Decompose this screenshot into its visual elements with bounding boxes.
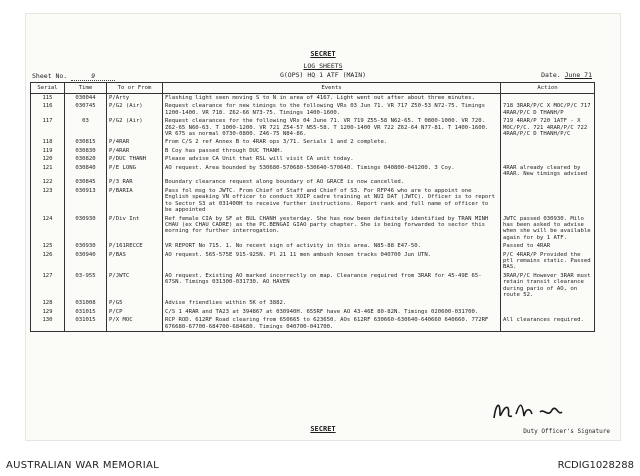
to-from-cell: P/G2 (Air) xyxy=(107,102,163,117)
time-cell: 031015 xyxy=(65,308,107,316)
action-cell xyxy=(501,308,595,316)
events-cell: Request clearance for new timings to the following VRs 03 Jun 71. VR 717 Z50-53 N72-75. Timings 1200-1400. VR 718. Z62-66 N73-75. Timings 1400-1600. xyxy=(163,102,501,117)
events-cell: Ref female CIA by SF at BUL CHANH yesterday. She has now been definitely identified by TRAN MINH CHAU (ex CHAU CADRE) as the PC.BENGAI GIAO party chapter. She is being forwarded to sector this morning for further interrogation. xyxy=(163,215,501,243)
time-cell: 03-955 xyxy=(65,272,107,300)
to-from-cell: P/3 RAR xyxy=(107,178,163,186)
table-row xyxy=(31,215,595,243)
table-row xyxy=(31,164,595,179)
events-cell: Please advise CA Unit that RSL will visit CA unit today. xyxy=(163,155,501,163)
time-cell: 030830 xyxy=(65,147,107,155)
time-cell: 030913 xyxy=(65,187,107,215)
classification-bottom: SECRET xyxy=(310,425,336,433)
table-row xyxy=(31,117,595,138)
serial-cell: 119 xyxy=(31,147,65,155)
events-cell: Boundary clearance request along boundary of AO GRACE is now cancelled. xyxy=(163,178,501,186)
time-cell: 030044 xyxy=(65,94,107,103)
time-cell: 030845 xyxy=(65,178,107,186)
serial-cell: 130 xyxy=(31,316,65,331)
events-cell: Pass fol msg to JWTC. From Chief of Staff and Chief of S3. For RFP46 who are to appoint one English speaking VN officer to conduct XOIP cadre training at NUI DAT (JWTC). Officer is to report to Sector S3 at 031400H to receive further instructions. Report rank and full name of officer to be appointed xyxy=(163,187,501,215)
events-cell: Flashing light seen moving S to N in area of 4167. Light went out after about three minutes. xyxy=(163,94,501,103)
action-cell xyxy=(501,94,595,103)
sheet-number-label: Sheet No. xyxy=(32,72,68,80)
date-line xyxy=(541,71,592,79)
serial-cell: 128 xyxy=(31,299,65,307)
events-cell: From C/S 2 ref Annex B to 4RAR ops 3/71. Serials 1 and 2 complete. xyxy=(163,138,501,146)
to-from-cell: P/Div Int xyxy=(107,215,163,243)
duty-officer-signature xyxy=(486,394,596,424)
to-from-cell: P/DUC THANH xyxy=(107,155,163,163)
to-from-cell: P/161RECCE xyxy=(107,242,163,250)
to-from-cell: P/BAS xyxy=(107,251,163,272)
action-cell xyxy=(501,147,595,155)
log-sheet-page xyxy=(26,14,620,440)
col-time: Time xyxy=(65,83,107,94)
table-row xyxy=(31,138,595,146)
events-cell: AO request. Area bounded by 530680-570680-530640-570640. Timings 040800-041200. 3 Coy. xyxy=(163,164,501,179)
serial-cell: 115 xyxy=(31,94,65,103)
time-cell: 030930 xyxy=(65,242,107,250)
to-from-cell: P/4RAR xyxy=(107,147,163,155)
signature-label: Duty Officer's Signature xyxy=(523,428,610,435)
time-cell: 030940 xyxy=(65,251,107,272)
sheet-title: LOG SHEETS xyxy=(303,62,343,70)
to-from-cell: P/E LONG xyxy=(107,164,163,179)
archive-footer xyxy=(0,452,640,476)
time-cell: 030815 xyxy=(65,138,107,146)
serial-cell: 121 xyxy=(31,164,65,179)
events-cell: RCP ROD. 612RF Road clearing from 650665 to 623650. AOs 612RF 630660-630640-640660 640660. 772RF 676680-67700-684700-684680. Timings 040700-041700. xyxy=(163,316,501,331)
classification-top: SECRET xyxy=(310,50,336,58)
events-cell: AO request. 565-575E 915-925N. Pl 21 11 men ambush known tracks 040700 Jun UTN. xyxy=(163,251,501,272)
to-from-cell: P/JWTC xyxy=(107,272,163,300)
events-cell: AO request. Existing AO marked incorrectly on map. Clearance required from 3RAR for 45-49E 65-67SN. Timings 031300-031730. AO HAVEN xyxy=(163,272,501,300)
serial-cell: 122 xyxy=(31,178,65,186)
time-cell: 030820 xyxy=(65,155,107,163)
action-cell: 4RAR already cleared by 4RAR. New timings advised xyxy=(501,164,595,179)
date-label: Date. xyxy=(541,71,561,79)
serial-cell: 124 xyxy=(31,215,65,243)
to-from-cell: P/BARIA xyxy=(107,187,163,215)
to-from-cell: P/CP xyxy=(107,308,163,316)
action-cell: 719 4RAR/P 720 1ATF - X MOC/P/C. 721 4RAR/P/C 722 4RAR/P/C D THANH/P/C xyxy=(501,117,595,138)
table-row xyxy=(31,187,595,215)
events-cell: C/S 1 4RAR and TA23 at 394867 at 030940H. 655RF have AO 43-46E 80-82N. Timings 020600-031700. xyxy=(163,308,501,316)
time-cell: 030930 xyxy=(65,215,107,243)
action-cell xyxy=(501,299,595,307)
table-row xyxy=(31,251,595,272)
log-table-body xyxy=(31,94,595,332)
table-row xyxy=(31,178,595,186)
col-serial: Serial xyxy=(31,83,65,94)
table-row xyxy=(31,155,595,163)
time-cell: 03 xyxy=(65,117,107,138)
action-cell xyxy=(501,178,595,186)
action-cell xyxy=(501,155,595,163)
time-cell: 031015 xyxy=(65,316,107,331)
sheet-number xyxy=(32,72,115,81)
serial-cell: 129 xyxy=(31,308,65,316)
log-table-header xyxy=(31,83,595,94)
action-cell: 3RAR/P/C However 3RAR must retain transit clearance during pario of AO, on route 52. xyxy=(501,272,595,300)
table-row xyxy=(31,242,595,250)
events-cell: Request clearances for the following VRs 04 June 71. VR 719 Z55-58 N62-65. T 0800-1000. VR 720. Z62-65 N60-63. T 1000-1200. VR 721 Z54-57 N55-58. T 1200-1400 VR 722 Z62-64 N77-81. T 1400-1600. VR 675 as normal 0730-0800. Z46-75 N84-86. xyxy=(163,117,501,138)
col-events: Events xyxy=(163,83,501,94)
archive-reference: RCDIG1028288 xyxy=(557,460,634,471)
serial-cell: 127 xyxy=(31,272,65,300)
serial-cell: 120 xyxy=(31,155,65,163)
date-value: June 71 xyxy=(564,71,592,79)
events-cell: Advise friendlies within 5K of 3882. xyxy=(163,299,501,307)
to-from-cell: P/X MOC xyxy=(107,316,163,331)
table-row xyxy=(31,272,595,300)
table-row xyxy=(31,147,595,155)
serial-cell: 117 xyxy=(31,117,65,138)
serial-cell: 123 xyxy=(31,187,65,215)
time-cell: 030840 xyxy=(65,164,107,179)
to-from-cell: P/Arty xyxy=(107,94,163,103)
to-from-cell: P/G2 (Air) xyxy=(107,117,163,138)
archive-name: AUSTRALIAN WAR MEMORIAL xyxy=(6,460,159,471)
table-row xyxy=(31,102,595,117)
action-cell: 718 3RAR/P/C X MOC/P/C 717 4RAR/P/C D THANH/P xyxy=(501,102,595,117)
action-cell: All clearances required. xyxy=(501,316,595,331)
table-row xyxy=(31,308,595,316)
action-cell: P/C 4RAR/P Provided the ptl remains static. Passed BAS. xyxy=(501,251,595,272)
events-cell: VR REPORT No 715. 1. No recent sign of activity in this area. N85-88 E47-50. xyxy=(163,242,501,250)
table-row xyxy=(31,316,595,331)
time-cell: 031008 xyxy=(65,299,107,307)
col-to-from: To or From xyxy=(107,83,163,94)
action-cell xyxy=(501,187,595,215)
table-row xyxy=(31,299,595,307)
events-cell: B Coy has passed through DUC THANH. xyxy=(163,147,501,155)
action-cell xyxy=(501,138,595,146)
action-cell: Passed to 4RAR xyxy=(501,242,595,250)
sheet-number-value: 9 xyxy=(71,72,115,81)
time-cell: 030745 xyxy=(65,102,107,117)
col-action: Action xyxy=(501,83,595,94)
serial-cell: 126 xyxy=(31,251,65,272)
serial-cell: 116 xyxy=(31,102,65,117)
serial-cell: 118 xyxy=(31,138,65,146)
action-cell: JWTC passed 030930. Milo has been asked to advise when she will be available again for by 1 ATF. xyxy=(501,215,595,243)
unit-name: G(OPS) HQ 1 ATF (MAIN) xyxy=(279,71,367,79)
to-from-cell: P/G5 xyxy=(107,299,163,307)
to-from-cell: P/4RAR xyxy=(107,138,163,146)
serial-cell: 125 xyxy=(31,242,65,250)
log-table xyxy=(30,82,595,332)
table-row xyxy=(31,94,595,103)
